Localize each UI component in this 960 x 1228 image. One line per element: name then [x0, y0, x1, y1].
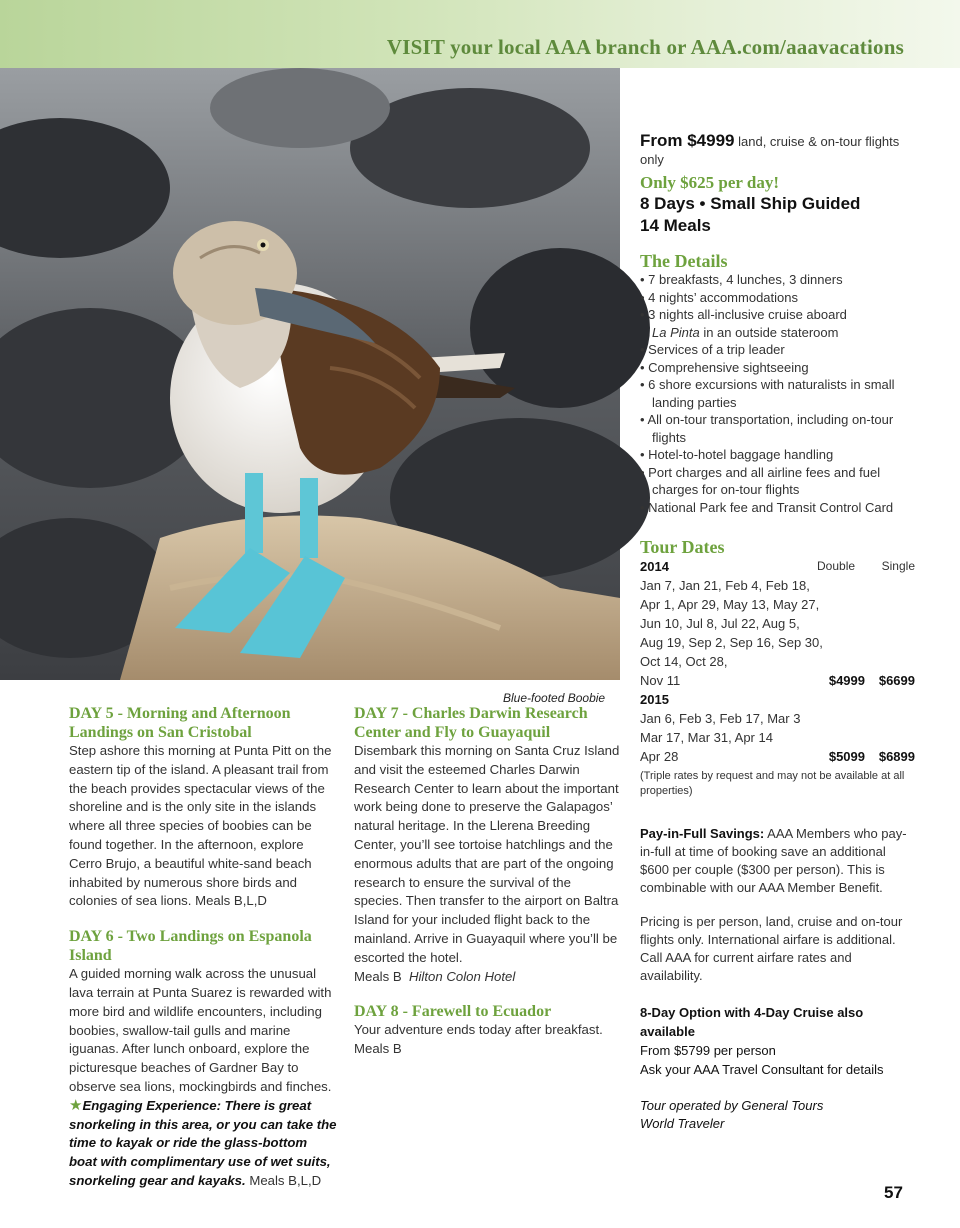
from-price-note: land, cruise & on-tour flights only — [640, 134, 900, 167]
option-price: From $5799 per person — [640, 1042, 776, 1058]
day6-title: DAY 6 - Two Landings on Espanola Island — [69, 928, 312, 965]
photo-caption: Blue-footed Boobie — [503, 691, 606, 705]
details-item: • Port charges and all airline fees and fuel charges for on-tour flights — [640, 464, 915, 499]
day6-meals: Meals B,L,D — [249, 1172, 322, 1188]
from-price-line — [640, 132, 915, 168]
per-day-price: Only $625 per day! — [640, 173, 780, 192]
col-single-label: Single — [881, 559, 915, 573]
header-text[interactable]: VISIT your local AAA branch or AAA.com/aaavacations — [386, 35, 904, 59]
details-item: • All on-tour transportation, including on-tour flights — [640, 411, 915, 446]
trip-summary-days: 8 Days • Small Ship Guided — [640, 194, 861, 213]
page-number: 57 — [884, 1183, 903, 1202]
day8-meals: Meals B — [354, 1041, 402, 1057]
details-item: • Comprehensive sightseeing — [640, 359, 915, 377]
tour-operator: Tour operated by General Tours World Traveler — [640, 1097, 824, 1131]
tour-dates-heading: Tour Dates — [640, 537, 725, 557]
savings-paragraph — [640, 825, 915, 897]
dates-row: Mar 17, Mar 31, Apr 14 — [640, 729, 773, 745]
dates-price-row-2015 — [640, 747, 915, 766]
day7-body: Disembark this morning on Santa Cruz Island and visit the esteemed Charles Darwin Research Center to learn about the important work being done to preserve the Galapagos’ natural heritage. In the Llerena Breeding Center, you’ll see tortoise hatchlings and the enormous adults that are part of the ongoing research to ensure the survival of the species. Then transfer to the airport on Baltra Island for your included flight back to the mainland. Arrive in Guayaquil where you’ll be escorted the hotel. — [354, 743, 620, 965]
dates-last-2014: Nov 11 — [640, 672, 681, 688]
details-item: • 7 breakfasts, 4 lunches, 3 dinners — [640, 271, 915, 289]
details-item: • National Park fee and Transit Control Card — [640, 499, 915, 517]
dates-row: Jan 6, Feb 3, Feb 17, Mar 3 — [640, 710, 801, 726]
details-item: • Services of a trip leader — [640, 341, 915, 359]
dates-row: Aug 19, Sep 2, Sep 16, Sep 30, — [640, 634, 823, 650]
booby-illustration — [0, 68, 620, 680]
blue-footed-booby-photo — [0, 68, 620, 705]
day8-body: Your adventure ends today after breakfast. — [354, 1022, 603, 1038]
dates-row: Oct 14, Oct 28, — [640, 653, 728, 669]
col-double-label: Double — [817, 559, 856, 573]
itinerary-column-2 — [354, 704, 622, 1059]
itinerary-column-1 — [69, 704, 337, 1191]
day7-meals: Meals B — [354, 968, 402, 984]
dates-row: Jun 10, Jul 8, Jul 22, Aug 5, — [640, 615, 800, 631]
details-heading: The Details — [640, 251, 728, 271]
details-item-cruise: • 3 nights all-inclusive cruise aboard La Pinta in an outside stateroom — [640, 306, 915, 341]
year-2015: 2015 — [640, 691, 669, 707]
option-title: 8-Day Option with 4-Day Cruise also available — [640, 1004, 864, 1039]
dates-row: Apr 1, Apr 29, May 13, May 27, — [640, 596, 820, 612]
triple-rates-note: (Triple rates by request and may not be available at all properties) — [640, 769, 905, 797]
dates-2014 — [640, 576, 915, 690]
day6-body: A guided morning walk across the unusual lava terrain at Punta Suarez is rewarded with more bird and wildlife encounters, including boobies, swallow-tail gulls and marine iguanas. After lunch onboard, explore the picturesque beaches of Gardner Bay to observe sea lions, mockingbirds and finches. — [69, 966, 332, 1094]
ship-name: La Pinta — [652, 324, 700, 340]
details-list — [640, 271, 915, 516]
double-price-2014: $4999 — [828, 672, 865, 688]
day5-body: Step ashore this morning at Punta Pitt on the eastern tip of the island. A pleasant trail from the beach provides spectacular views of the shoreline and is the only site in the islands where all three species of boobies can be found together. In the afternoon, explore Cerro Brujo, a beautiful white-sand beach inhabited by numerous shore birds and colonies of sea lions. Meals B,L,D — [69, 743, 332, 909]
dates-price-row-2014 — [640, 671, 915, 690]
dates-row: Jan 7, Jan 21, Feb 4, Feb 18, — [640, 577, 810, 593]
star-icon: ★ — [69, 1096, 83, 1114]
day6-engaging: Engaging Experience: There is great snorkeling in this area, or you can take the time to kayak or ride the glass-bottom boat with complimentary use of wet suits, snorkeling gear and kayaks. — [69, 1097, 337, 1188]
header-banner — [0, 0, 960, 68]
details-item: • Hotel-to-hotel baggage handling — [640, 446, 915, 464]
dates-last-2015: Apr 28 — [640, 748, 679, 764]
single-price-2014: $6699 — [878, 672, 915, 688]
day6-paragraph — [69, 965, 337, 1191]
dates-2015 — [640, 709, 915, 766]
savings-label: Pay-in-Full Savings: — [640, 825, 765, 841]
day5-title: DAY 5 - Morning and Afternoon Landings on San Cristobal — [69, 705, 291, 741]
option-ask: Ask your AAA Travel Consultant for details — [640, 1061, 884, 1077]
tour-dates-header-row — [640, 558, 915, 576]
airfare-note: Pricing is per person, land, cruise and on-tour flights only. International airfare is additional. Call AAA for current airfare rates and availability. — [640, 913, 903, 983]
details-item: • 6 shore excursions with naturalists in small landing parties — [640, 376, 915, 411]
day7-meals-line — [354, 968, 622, 987]
savings-text: AAA Members who pay-in-full at time of booking save an additional $600 per couple ($300 per person). This is combinable with our AAA Member Benefit. — [640, 825, 907, 895]
day7-title: DAY 7 - Charles Darwin Research Center and Fly to Guayaquil — [354, 705, 588, 741]
year-2014: 2014 — [640, 559, 669, 574]
ship-suffix: in an outside stateroom — [699, 324, 839, 340]
day7-hotel: Hilton Colon Hotel — [408, 968, 516, 984]
double-price-2015: $5099 — [828, 748, 865, 764]
details-item: • 4 nights’ accommodations — [640, 289, 915, 307]
from-price: From $4999 — [640, 131, 735, 150]
trip-summary-meals: 14 Meals — [640, 216, 711, 235]
single-price-2015: $6899 — [878, 748, 915, 764]
pricing-sidebar — [640, 132, 915, 1133]
day8-title: DAY 8 - Farewell to Ecuador — [354, 1003, 552, 1021]
